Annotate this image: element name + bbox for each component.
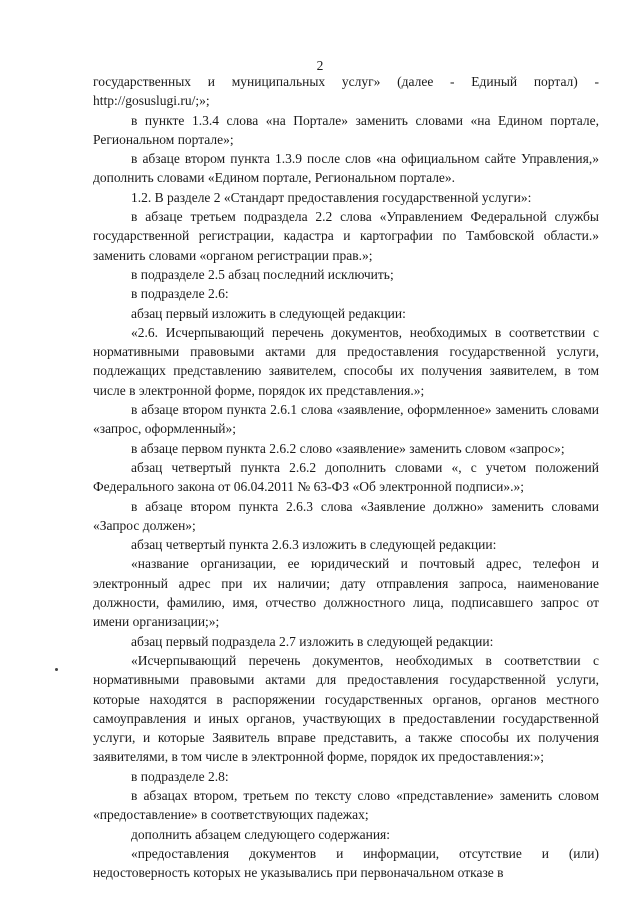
scan-artifact-dot [55,668,58,671]
paragraph: в подразделе 2.8: [131,768,229,784]
paragraph: в абзаце первом пункта 2.6.2 слово «заявление» заменить словом «запрос»; [131,440,565,456]
quoted-paragraph: «предоставления документов и информации, отсутствие и (или) недостоверность которых не указывались при первоначальном отказе в [93,845,599,881]
document-body [93,72,599,882]
paragraph: в абзаце третьем подраздела 2.2 слова «Управлением Федеральной службы государственной регистрации, кадастра и картографии по Тамбовской области.» заменить словами «органом регистрации прав.»; [93,209,599,263]
paragraph: абзац четвертый пункта 2.6.2 дополнить словами «, с учетом положений Федерального закона от 06.04.2011 № 63-ФЗ «Об электронной подписи».»; [93,459,599,495]
paragraph: в подразделе 2.6: [131,286,229,302]
paragraph: в пункте 1.3.4 слова «на Портале» заменить словами «на Едином портале, Региональном портале»; [93,112,599,147]
paragraph: государственных и муниципальных услуг» (далее - Единый портал) - http://gosuslugi.ru/;»; [93,74,599,109]
paragraph: в абзацах втором, третьем по тексту слово «представление» заменить словом «предоставление» в соответствующих падежах; [93,787,599,823]
paragraph: в абзаце втором пункта 2.6.3 слова «Заявление должно» заменить словами «Запрос должен»; [93,498,599,533]
paragraph: абзац первый подраздела 2.7 изложить в следующей редакции: [131,633,494,649]
paragraph: абзац первый изложить в следующей редакции: [131,305,406,321]
quoted-paragraph: «Исчерпывающий перечень документов, необходимых в соответствии с нормативными правовыми актами для предоставления государственной услуги, которые находятся в распоряжении государственных органов, органов местного самоуправления и иных органов, участвующих в предоставлении государственной услуги, и которые Заявитель вправе представить, а также способы их получения заявителями, в том числе в электронной форме, порядок их предоставления:»; [93,652,599,765]
quoted-paragraph: «2.6. Исчерпывающий перечень документов, необходимых в соответствии с нормативными правовыми актами для предоставления государственной услуги, подлежащих представлению заявителем, способы их получения заявителем, в том числе в электронной форме, порядок их представления.»; [93,324,599,398]
paragraph: дополнить абзацем следующего содержания: [131,826,391,842]
paragraph: в абзаце втором пункта 1.3.9 после слов «на официальном сайте Управления,» дополнить словами «Едином портале, Региональном портале». [93,151,599,186]
section-heading: 1.2. В разделе 2 «Стандарт предоставления государственной услуги»: [131,189,532,205]
quoted-paragraph: «название организации, ее юридический и почтовый адрес, телефон и электронный адрес при их наличии; дату отправления запроса, наименование должности, фамилию, имя, отчество должностного лица, подписавшего запрос от имени организации;»; [93,556,599,630]
paragraph: в абзаце втором пункта 2.6.1 слова «заявление, оформленное» заменить словами «запрос, оформленный»; [93,402,599,437]
paragraph: в подразделе 2.5 абзац последний исключить; [131,266,394,282]
paragraph: абзац четвертый пункта 2.6.3 изложить в следующей редакции: [131,537,497,553]
page-number: 2 [316,58,324,73]
